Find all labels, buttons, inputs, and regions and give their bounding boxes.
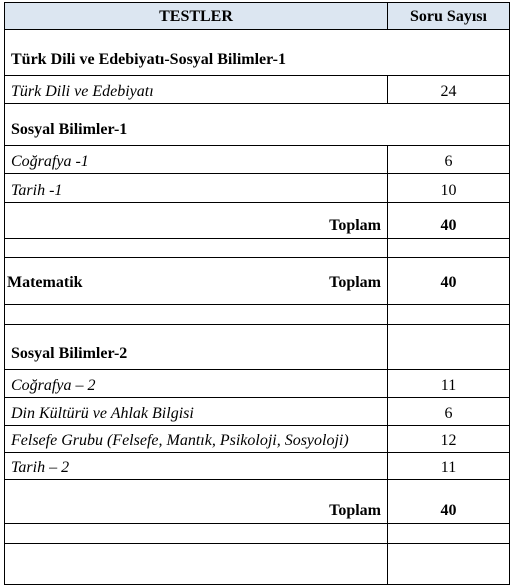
matematik-row xyxy=(5,258,510,305)
table-row xyxy=(5,174,510,203)
total-value: 40 xyxy=(388,203,510,239)
subject-count: 11 xyxy=(388,370,510,398)
spacer-row xyxy=(5,544,510,585)
subject-count: 10 xyxy=(388,174,510,203)
section-title-row xyxy=(5,30,510,76)
total-label: Toplam xyxy=(5,480,388,524)
subject-count: 6 xyxy=(388,146,510,174)
table-header-row xyxy=(5,3,510,30)
section-title-row xyxy=(5,325,510,370)
subject-count: 6 xyxy=(388,398,510,426)
section2-title: Sosyal Bilimler-1 xyxy=(5,104,388,146)
table-row xyxy=(5,398,510,426)
subject-name: Tarih -1 xyxy=(5,174,388,203)
subject-count: 11 xyxy=(388,453,510,480)
matematik-total-value: 40 xyxy=(388,258,510,305)
section-title-row xyxy=(5,104,510,146)
matematik-total-label: Toplam xyxy=(329,274,381,291)
spacer-row xyxy=(5,239,510,258)
table-row xyxy=(5,146,510,174)
section3-title: Sosyal Bilimler-2 xyxy=(5,325,388,370)
section1-title: Türk Dili ve Edebiyatı-Sosyal Bilimler-1 xyxy=(5,30,388,76)
total-row xyxy=(5,480,510,524)
table-row xyxy=(5,426,510,453)
table-row xyxy=(5,76,510,104)
header-tests: TESTLER xyxy=(5,3,388,30)
subject-name: Din Kültürü ve Ahlak Bilgisi xyxy=(5,398,388,426)
table-row xyxy=(5,370,510,398)
test-question-table xyxy=(4,2,510,585)
total-row xyxy=(5,203,510,239)
total-value: 40 xyxy=(388,480,510,524)
spacer-row xyxy=(5,524,510,544)
subject-count: 12 xyxy=(388,426,510,453)
subject-name: Türk Dili ve Edebiyatı xyxy=(5,76,388,104)
table-row xyxy=(5,453,510,480)
spacer-row xyxy=(5,305,510,325)
subject-name: Tarih – 2 xyxy=(5,453,388,480)
matematik-label: Matematik xyxy=(7,274,83,291)
header-question-count: Soru Sayısı xyxy=(388,3,510,30)
subject-name: Coğrafya – 2 xyxy=(5,370,388,398)
subject-name: Coğrafya -1 xyxy=(5,146,388,174)
subject-name: Felsefe Grubu (Felsefe, Mantık, Psikoloji, Sosyoloji) xyxy=(5,426,388,453)
subject-count: 24 xyxy=(388,76,510,104)
total-label: Toplam xyxy=(5,203,388,239)
